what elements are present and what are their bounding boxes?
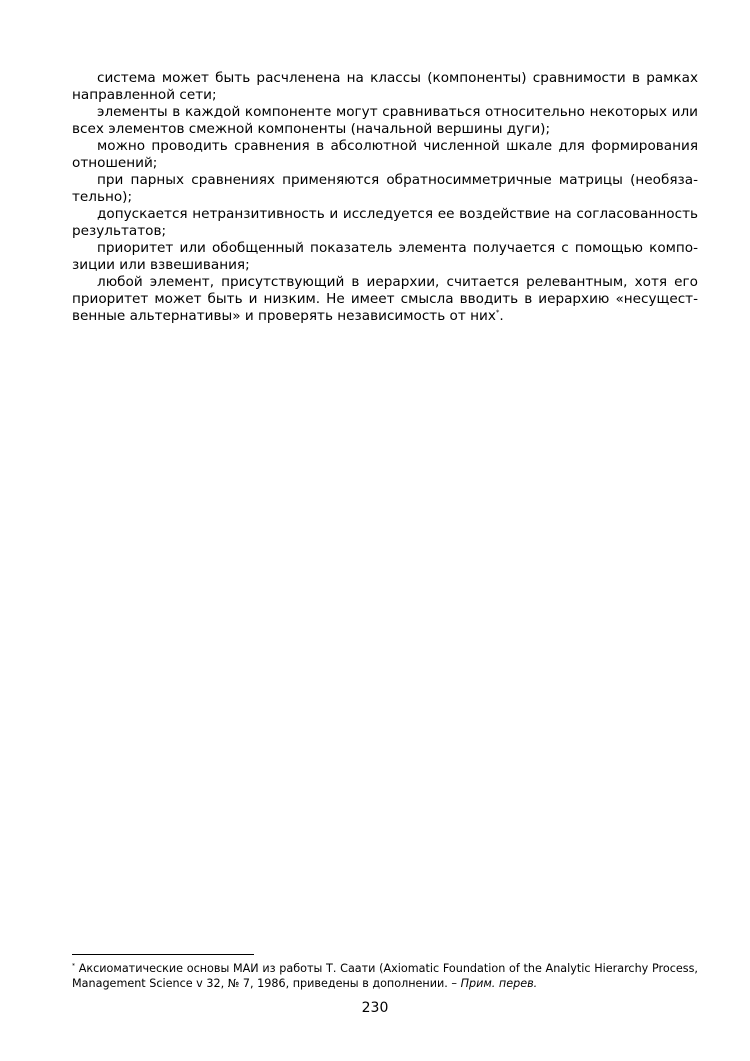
paragraph-4: при парных сравнениях применяются обратносимметричные матрицы (необязательно); bbox=[72, 172, 698, 205]
paragraph-7-end: . bbox=[499, 308, 504, 324]
paragraph-5: допускается нетранзитивность и исследуется ее воздействие на согласованность результатов; bbox=[72, 206, 698, 239]
footnote-divider bbox=[72, 954, 254, 955]
footnote-marker: * bbox=[72, 962, 75, 970]
paragraph-2: элементы в каждой компоненте могут сравниваться относительно некоторых или всех элементов смежной компоненты (начальной вершины дуги); bbox=[72, 104, 698, 137]
paragraph-6: приоритет или обобщенный показатель элемента получается с помощью композиции или взвешивания; bbox=[72, 240, 698, 273]
body-text bbox=[72, 70, 698, 325]
footnote-translator-note: Прим. перев. bbox=[460, 977, 538, 990]
paragraph-7 bbox=[72, 274, 698, 325]
footnote-reference-marker[interactable]: * bbox=[495, 308, 500, 317]
paragraph-1: система может быть расчленена на классы (компоненты) сравнимости в рамках направленной сети; bbox=[72, 70, 698, 103]
footnote bbox=[72, 961, 698, 991]
paragraph-7-text: любой элемент, присутствующий в иерархии, считается релевантным, хотя его приоритет может быть и низким. Не имеет смысла вводить в иерархию «несущественные альтернативы» и проверять независимость от них bbox=[72, 274, 698, 324]
paragraph-3: можно проводить сравнения в абсолютной численной шкале для формирования отношений; bbox=[72, 138, 698, 171]
page-number: 230 bbox=[361, 1000, 389, 1016]
footnote-text: Аксиоматические основы МАИ из работы Т. Саати (Axiomatic Foundation of the Analytic Hierarchy Process, Management Science v 32, № 7, 1986, приведены в дополнении. – bbox=[72, 962, 698, 990]
